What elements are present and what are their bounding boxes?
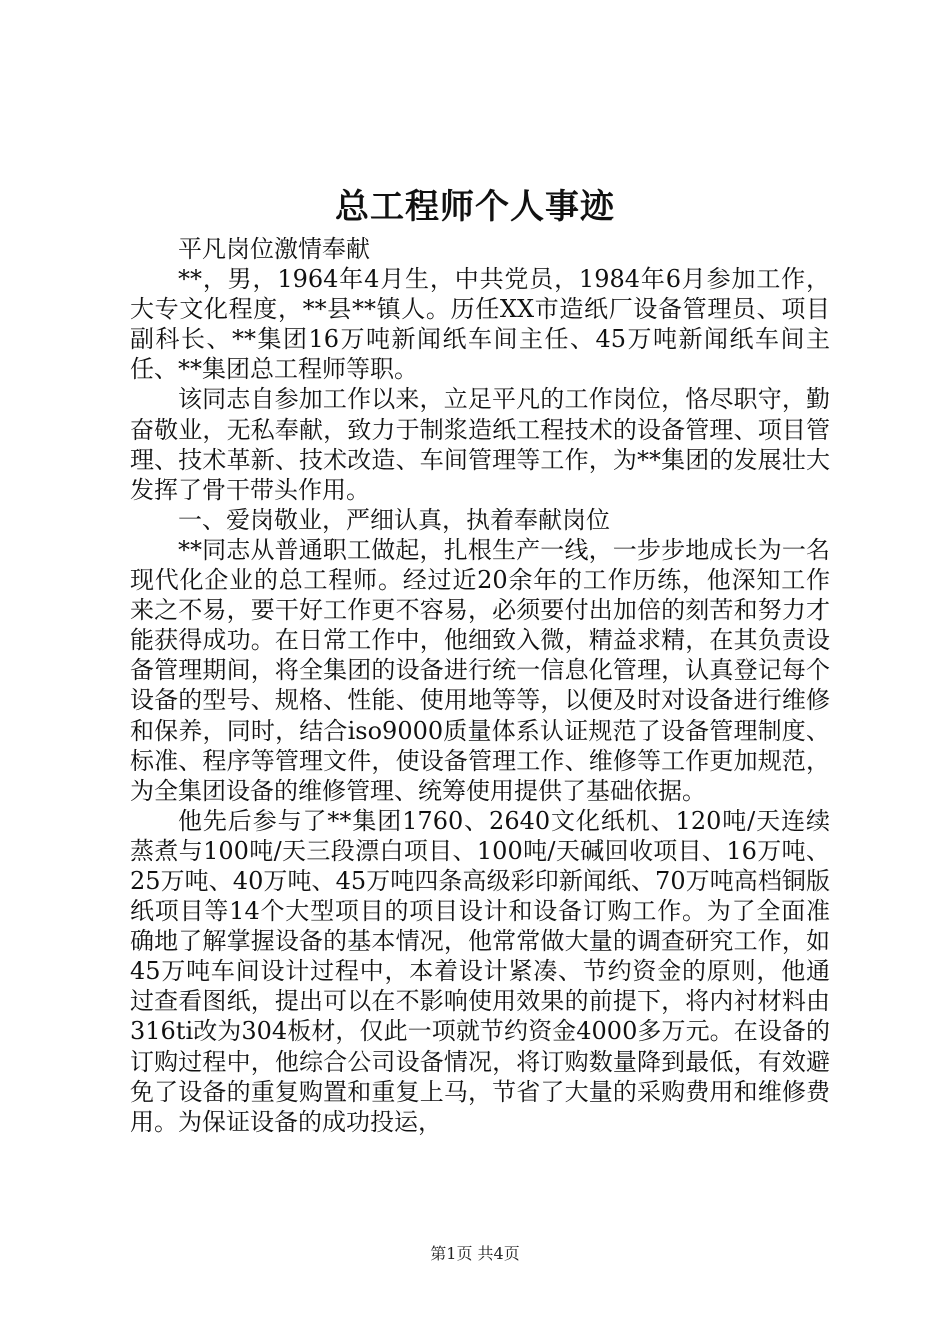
document-title: 总工程师个人事迹	[335, 187, 615, 227]
summary-paragraph: 该同志自参加工作以来，立足平凡的工作岗位，恪尽职守，勤奋敬业，无私奉献，致力于制浆造纸工程技术的设备管理、项目管理、技术革新、技术改造、车间管理等工作，为**集团的发展壮大发挥了骨干带头作用。	[130, 385, 830, 504]
body-paragraph: **同志从普通职工做起，扎根生产一线，一步步地成长为一名现代化企业的总工程师。经过近20余年的工作历练，他深知工作来之不易，要干好工作更不容易，必须要付出加倍的刻苦和努力才能获得成功。在日常工作中，他细致入微，精益求精，在其负责设备管理期间，将全集团的设备进行统一信息化管理，认真登记每个设备的型号、规格、性能、使用地等等，以便及时对设备进行维修和保养，同时，结合iso9000质量体系认证规范了设备管理制度、标准、程序等管理文件，使设备管理工作、维修等工作更加规范，为全集团设备的维修管理、统筹使用提供了基础依据。	[130, 535, 830, 805]
body-paragraph: 他先后参与了**集团1760、2640文化纸机、120吨/天连续蒸煮与100吨/天三段漂白项目、100吨/天碱回收项目、16万吨、25万吨、40万吨、45万吨四条高级彩印新闻纸、70万吨高档铜版纸项目等14个大型项目的项目设计和设备订购工作。为了全面准确地了解掌握设备的基本情况，他常常做大量的调查研究工作，如45万吨车间设计过程中，本着设计紧凑、节约资金的原则，他通过查看图纸，提出可以在不影响使用效果的前提下，将内衬材料由316ti改为304板材，仅此一项就节约资金4000多万元。在设备的订购过程中，他综合公司设备情况，将订购数量降到最低，有效避免了设备的重复购置和重复上马，节省了大量的采购费用和维修费用。为保证设备的成功投运，	[130, 806, 830, 1136]
document-body	[130, 234, 830, 1137]
section-heading: 一、爱岗敬业，严细认真，执着奉献岗位	[178, 505, 610, 534]
page-number-footer: 第1页 共4页	[430, 1244, 520, 1263]
intro-paragraph: **，男，1964年4月生，中共党员，1984年6月参加工作，大专文化程度，**县**镇人。历任XX市造纸厂设备管理员、项目副科长、**集团16万吨新闻纸车间主任、45万吨新闻纸车间主任、**集团总工程师等职。	[130, 265, 830, 384]
subtitle-paragraph: 平凡岗位激情奉献	[178, 235, 370, 263]
